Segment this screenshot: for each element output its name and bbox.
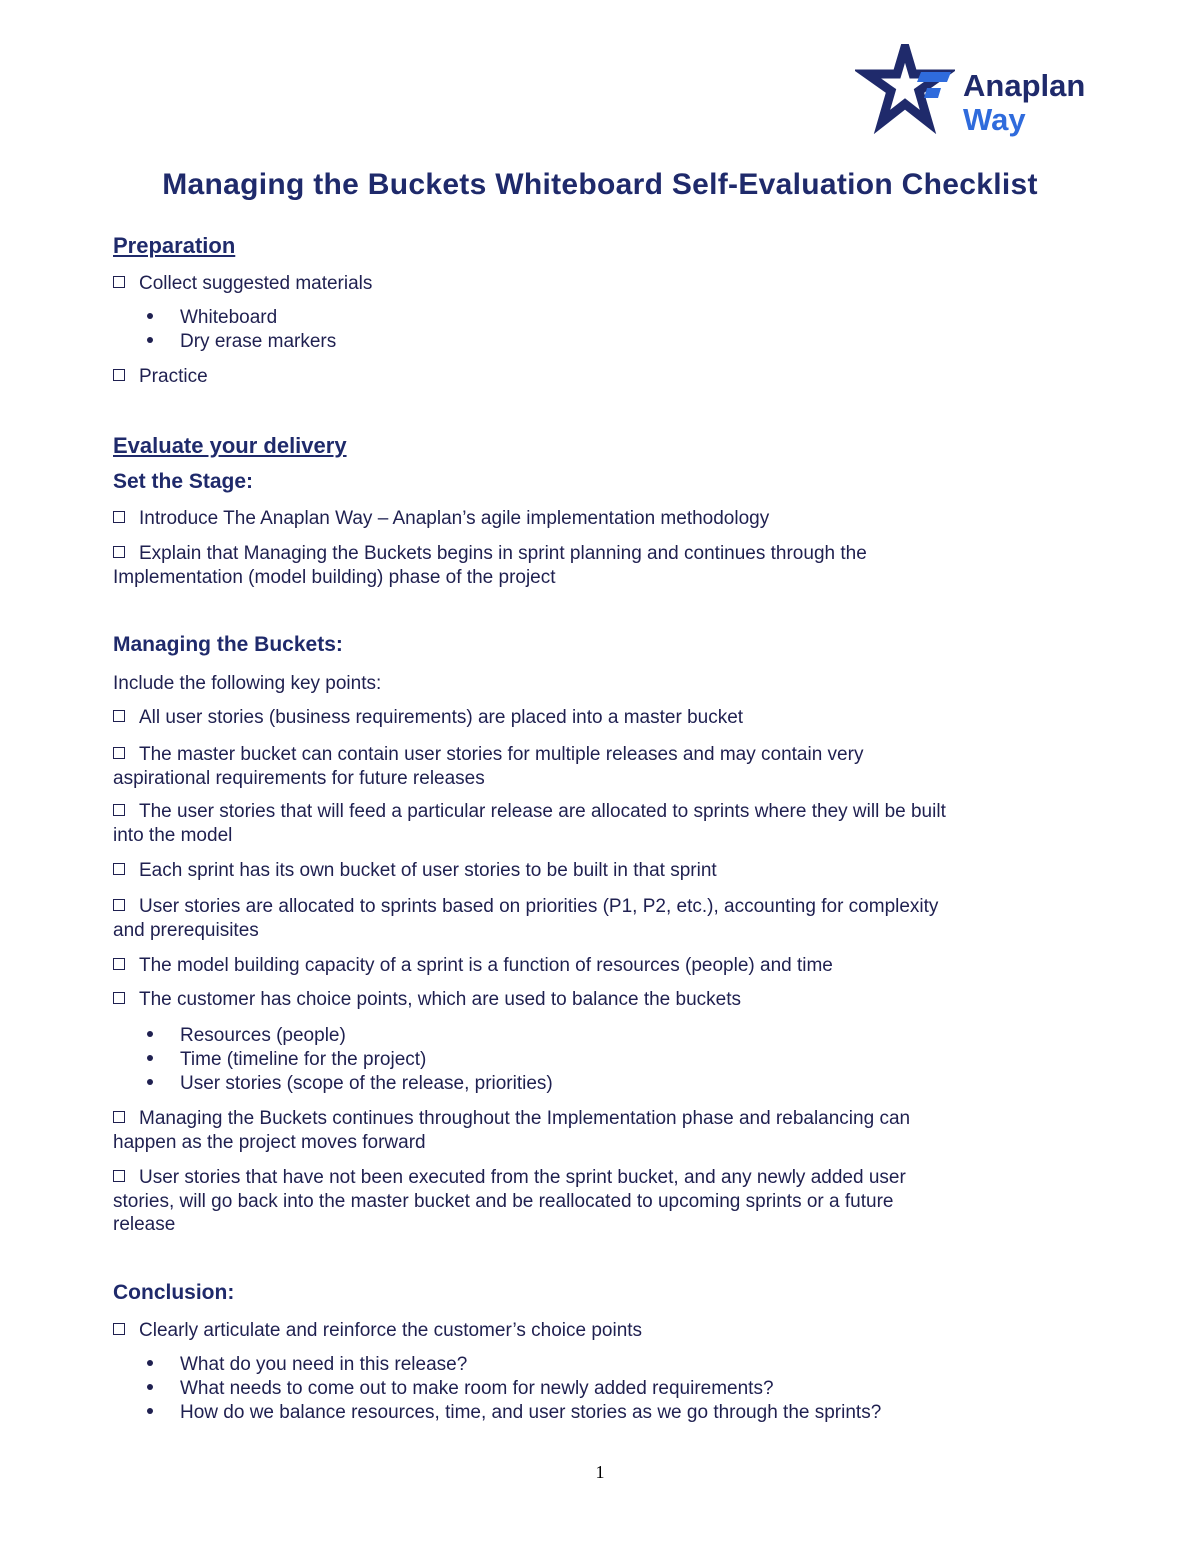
checkbox-icon[interactable] — [113, 958, 125, 970]
checklist-item: User stories that have not been executed from the sprint bucket, and any newly added user stories, will go back into the master bucket and be reallocated to upcoming sprints or a future release — [113, 1167, 906, 1235]
conclusion-heading: Conclusion: — [113, 1281, 235, 1304]
bullet-item: What do you need in this release? — [147, 1353, 467, 1377]
checklist-item: User stories are allocated to sprints based on priorities (P1, P2, etc.), accounting for complexity and prerequisites — [113, 896, 939, 941]
bullet-item: Time (timeline for the project) — [147, 1048, 426, 1072]
bullet-icon — [147, 313, 153, 319]
checkbox-icon[interactable] — [113, 1111, 125, 1123]
checklist-item: Clearly articulate and reinforce the customer’s choice points — [113, 1319, 1103, 1343]
bullet-icon — [147, 1079, 153, 1085]
bullet-item: Dry erase markers — [147, 330, 336, 354]
bullet-icon — [147, 1055, 153, 1061]
checklist-item: All user stories (business requirements) are placed into a master bucket — [113, 706, 1103, 730]
checklist-item: The master bucket can contain user stories for multiple releases and may contain very aspirational requirements for future releases — [113, 744, 864, 789]
page-title: Managing the Buckets Whiteboard Self-Evaluation Checklist — [162, 168, 1038, 201]
checklist-item: Managing the Buckets continues throughout the Implementation phase and rebalancing can happen as the project moves forward — [113, 1108, 911, 1153]
checklist-item: Explain that Managing the Buckets begins in sprint planning and continues through the Implementation (model building) phase of the project — [113, 543, 867, 588]
checklist-item: Each sprint has its own bucket of user stories to be built in that sprint — [113, 859, 1103, 883]
checkbox-icon[interactable] — [113, 1170, 125, 1182]
checklist-item: Practice — [113, 365, 1103, 389]
checkbox-icon[interactable] — [113, 992, 125, 1004]
checkbox-icon[interactable] — [113, 511, 125, 523]
evaluate-heading: Evaluate your delivery — [113, 433, 347, 458]
brand-name-line2: Way — [963, 102, 1026, 137]
checkbox-icon[interactable] — [113, 804, 125, 816]
checkbox-icon[interactable] — [113, 276, 125, 288]
bullet-icon — [147, 1384, 153, 1390]
bullet-icon — [147, 337, 153, 343]
set-stage-heading: Set the Stage: — [113, 470, 254, 493]
checkbox-icon[interactable] — [113, 863, 125, 875]
bullet-item: Resources (people) — [147, 1024, 346, 1048]
checkbox-icon[interactable] — [113, 710, 125, 722]
checkbox-icon[interactable] — [113, 747, 125, 759]
preparation-heading: Preparation — [113, 233, 236, 258]
checkbox-icon[interactable] — [113, 1323, 125, 1335]
bullet-item: Whiteboard — [147, 306, 277, 330]
checklist-item: The customer has choice points, which are used to balance the buckets — [113, 988, 1103, 1012]
checklist-item: The model building capacity of a sprint is a function of resources (people) and time — [113, 954, 1103, 978]
star-logo-icon — [855, 44, 955, 134]
checklist-item: Collect suggested materials — [113, 272, 1103, 296]
bullet-item: What needs to come out to make room for newly added requirements? — [147, 1377, 774, 1401]
brand-name-line1: Anaplan — [963, 68, 1086, 103]
checklist-item: The user stories that will feed a particular release are allocated to sprints where they will be built into the model — [113, 801, 946, 846]
bullet-icon — [147, 1408, 153, 1414]
managing-buckets-heading: Managing the Buckets: — [113, 633, 343, 656]
checkbox-icon[interactable] — [113, 899, 125, 911]
checkbox-icon[interactable] — [113, 369, 125, 381]
page-number: 1 — [595, 1462, 605, 1482]
intro-text: Include the following key points: — [113, 673, 382, 694]
bullet-item: How do we balance resources, time, and user stories as we go through the sprints? — [147, 1401, 881, 1425]
bullet-item: User stories (scope of the release, priorities) — [147, 1072, 553, 1096]
anaplan-way-logo — [855, 44, 1095, 136]
checklist-item: Introduce The Anaplan Way – Anaplan’s agile implementation methodology — [113, 507, 1103, 531]
bullet-icon — [147, 1360, 153, 1366]
checkbox-icon[interactable] — [113, 546, 125, 558]
bullet-icon — [147, 1031, 153, 1037]
